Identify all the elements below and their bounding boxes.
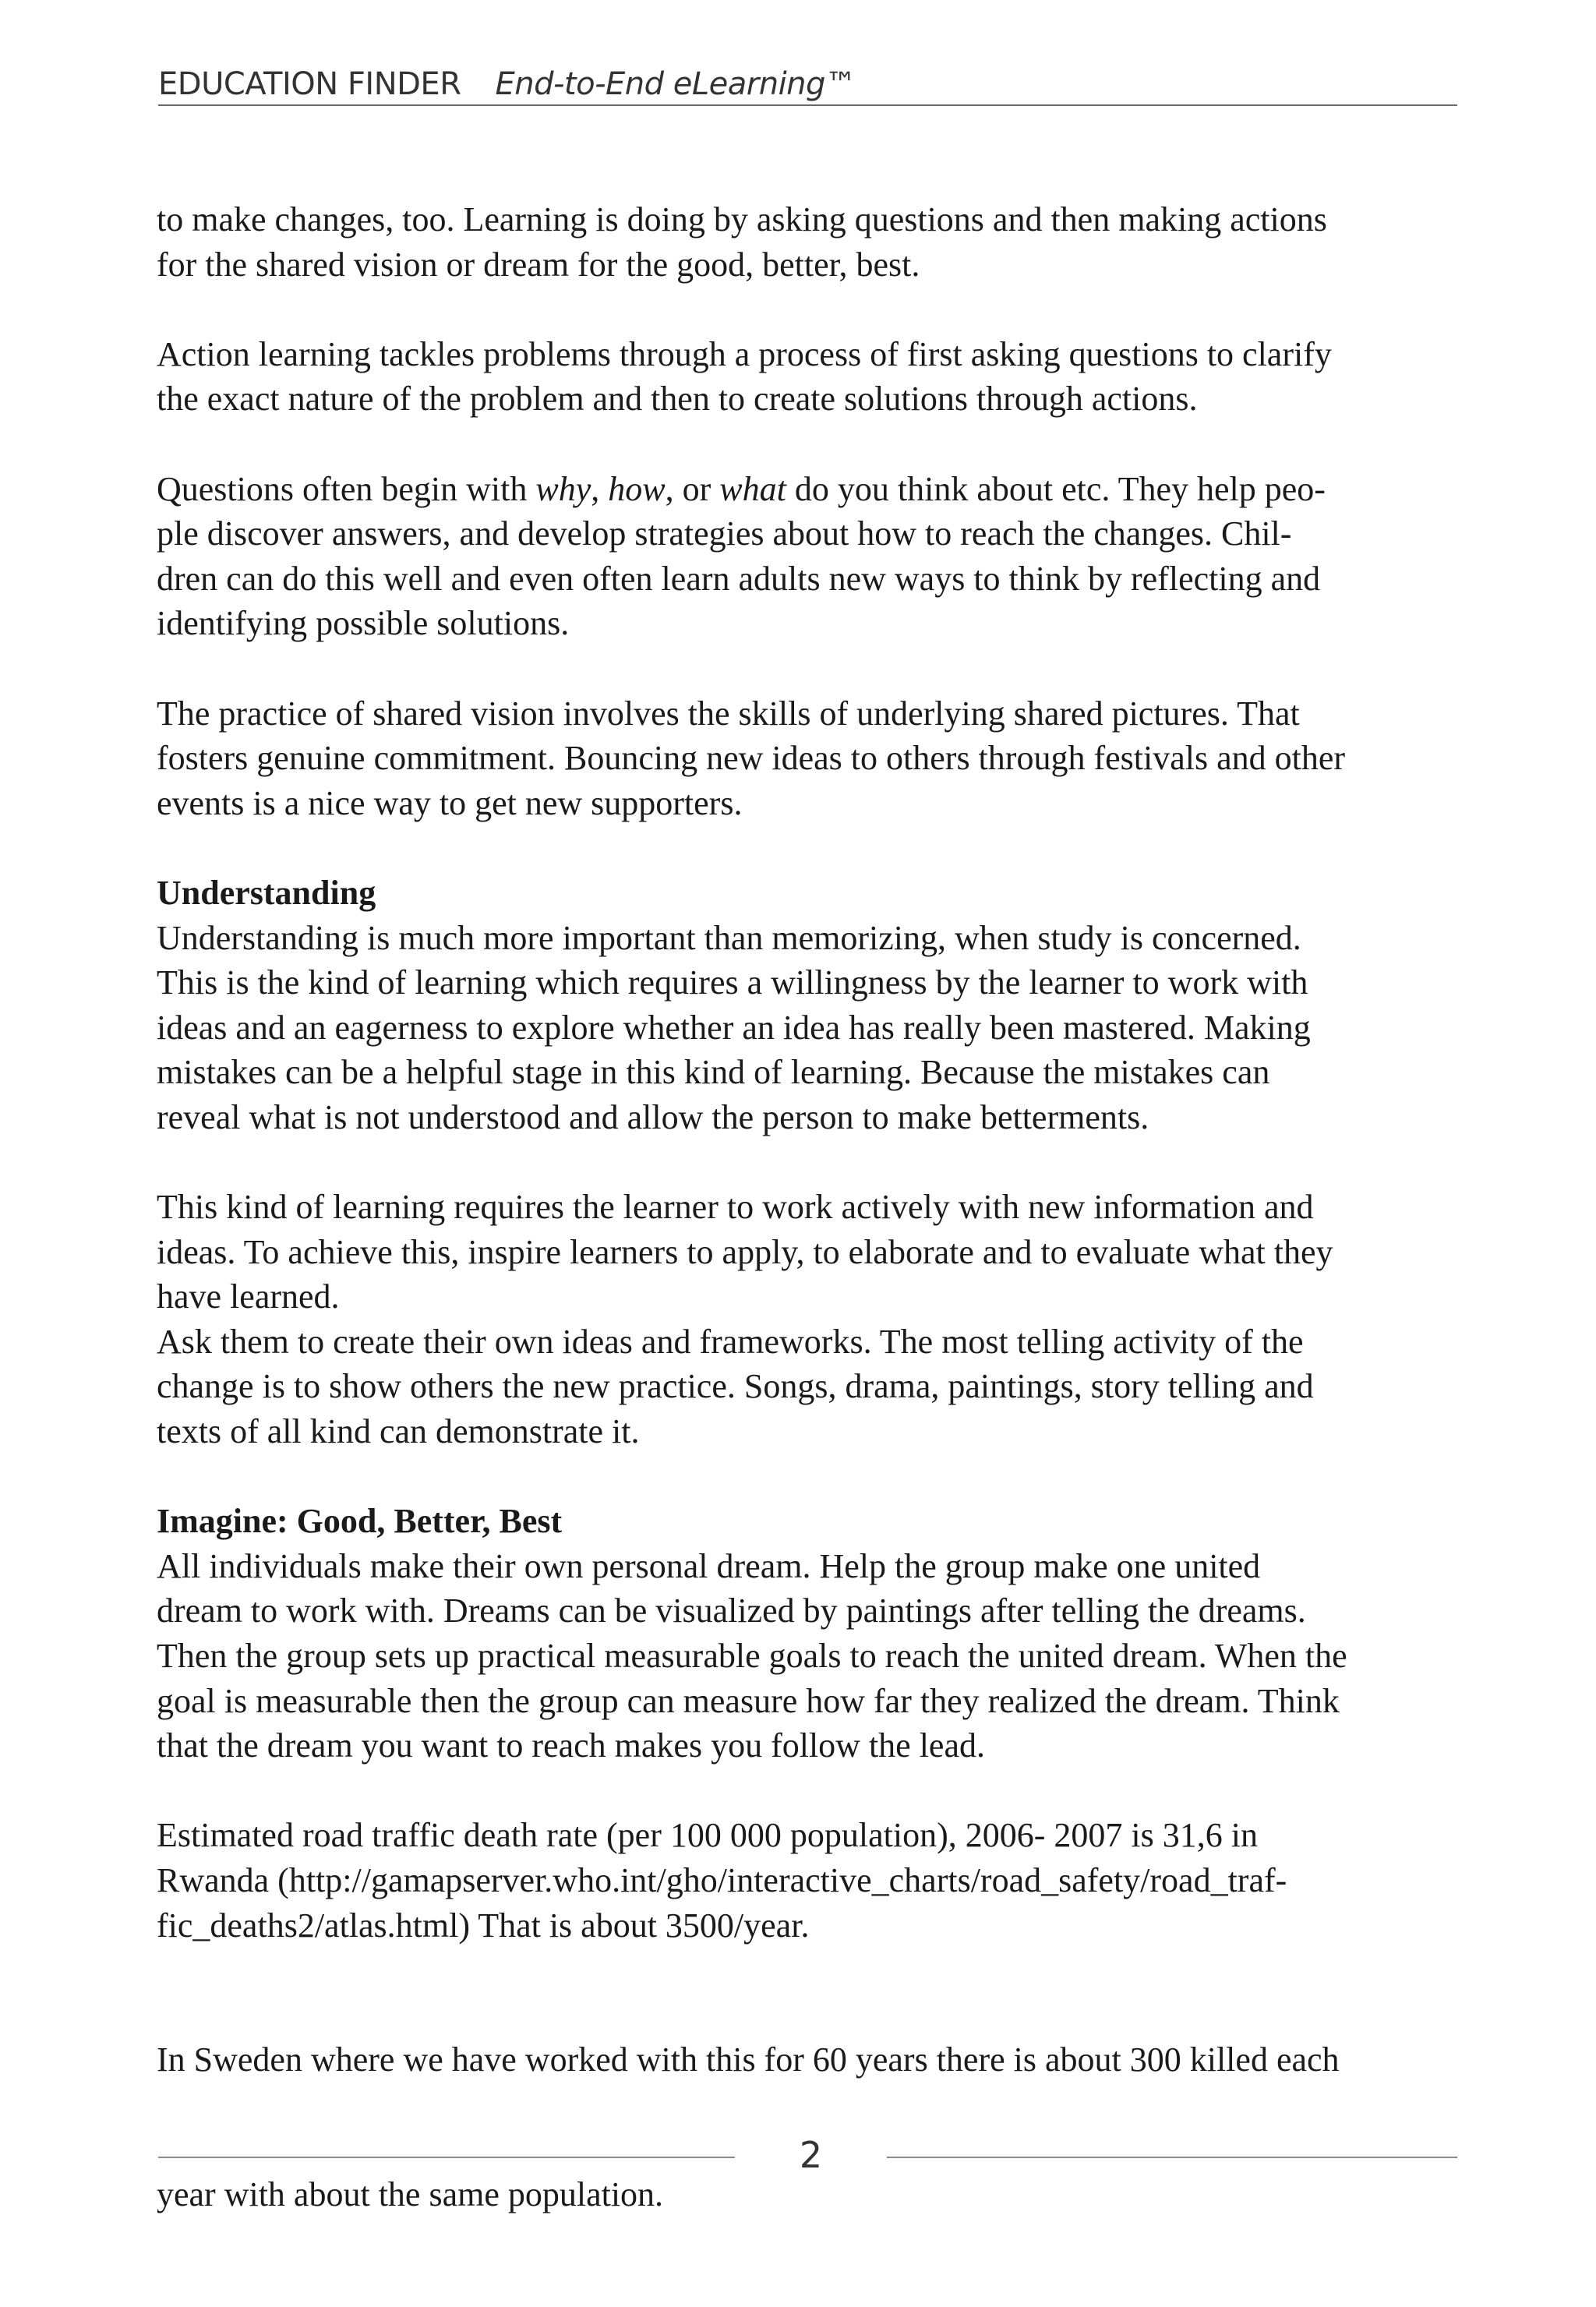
text-line: Estimated road traffic death rate (per 100 000 population), 2006- 2007 is 31,6 in bbox=[157, 1816, 1258, 1855]
paragraph bbox=[157, 1544, 1462, 1768]
text-line: goal is measurable then the group can measure how far they realized the dream. Think bbox=[157, 1681, 1340, 1720]
running-header bbox=[158, 64, 1457, 106]
paragraph bbox=[157, 332, 1462, 422]
text-line: to make changes, too. Learning is doing by asking questions and then making actions bbox=[157, 200, 1327, 238]
text-line: The practice of shared vision involves the skills of underlying shared pictures. That bbox=[157, 694, 1300, 733]
text-line: This kind of learning requires the learner to work actively with new information and bbox=[157, 1188, 1314, 1227]
text-line: texts of all kind can demonstrate it. bbox=[157, 1412, 640, 1451]
page-body bbox=[157, 197, 1462, 2307]
text-run: , bbox=[591, 469, 609, 508]
text-line: Understanding is much more important than memorizing, when study is concerned. bbox=[157, 918, 1301, 957]
paragraph bbox=[157, 467, 1462, 646]
italic-word: what bbox=[719, 469, 786, 508]
text-line: Then the group sets up practical measurable goals to reach the united dream. When the bbox=[157, 1637, 1347, 1675]
header-tagline: End-to-End eLearning™ bbox=[495, 66, 856, 102]
paragraph bbox=[157, 1948, 1462, 2307]
text-line: dren can do this well and even often learn adults new ways to think by reflecting and bbox=[157, 559, 1321, 598]
text-line: identifying possible solutions. bbox=[157, 604, 570, 643]
text-line: fic_deaths2/atlas.html) That is about 3500/year. bbox=[157, 1906, 810, 1945]
text-line: mistakes can be a helpful stage in this kind of learning. Because the mistakes can bbox=[157, 1053, 1270, 1092]
section-heading-imagine: Imagine: Good, Better, Best bbox=[157, 1502, 563, 1541]
text-run: , or bbox=[665, 469, 720, 508]
text-line: All individuals make their own personal dream. Help the group make one united bbox=[157, 1546, 1261, 1585]
italic-word: how bbox=[608, 469, 666, 508]
paragraph bbox=[157, 1185, 1462, 1320]
text-line: Ask them to create their own ideas and frameworks. The most telling activity of the bbox=[157, 1322, 1304, 1361]
text-line: for the shared vision or dream for the good, better, best. bbox=[157, 245, 920, 284]
paragraph bbox=[157, 197, 1462, 287]
header-brand: EDUCATION FINDER bbox=[158, 66, 461, 102]
text-run: do you think about etc. They help peo- bbox=[786, 469, 1326, 508]
text-line: ple discover answers, and develop strategies about how to reach the changes. Chil- bbox=[157, 514, 1292, 553]
text-line: have learned. bbox=[157, 1277, 340, 1316]
footer-rule-left bbox=[158, 2157, 735, 2158]
text-line: ideas. To achieve this, inspire learners to apply, to elaborate and to evaluate what they bbox=[157, 1232, 1333, 1271]
paragraph bbox=[157, 1813, 1462, 1948]
text-run: Questions often begin with bbox=[157, 469, 536, 508]
text-line: that the dream you want to reach makes you follow the lead. bbox=[157, 1726, 985, 1765]
page-number: 2 bbox=[799, 2134, 823, 2176]
text-line: dream to work with. Dreams can be visualized by paintings after telling the dreams. bbox=[157, 1592, 1306, 1630]
text-line: In Sweden where we have worked with this for 60 years there is about 300 killed each bbox=[157, 2040, 1340, 2079]
paragraph bbox=[157, 916, 1462, 1140]
footer-rule-right bbox=[887, 2157, 1457, 2158]
paragraph bbox=[157, 691, 1462, 826]
text-line: the exact nature of the problem and then to create solutions through actions. bbox=[157, 380, 1198, 419]
section-heading-understanding: Understanding bbox=[157, 873, 376, 912]
text-line: Rwanda (http://gamapserver.who.int/gho/interactive_charts/road_safety/road_traf- bbox=[157, 1860, 1287, 1899]
text-line bbox=[157, 467, 1462, 512]
page-footer bbox=[158, 2132, 1457, 2178]
italic-word: why bbox=[535, 469, 591, 508]
text-line: ideas and an eagerness to explore whether an idea has really been mastered. Making bbox=[157, 1008, 1311, 1047]
text-line: year with about the same population. bbox=[157, 2175, 664, 2214]
text-line: events is a nice way to get new supporters. bbox=[157, 783, 743, 822]
text-line: This is the kind of learning which requires a willingness by the learner to work with bbox=[157, 963, 1308, 1002]
text-line: reveal what is not understood and allow the person to make betterments. bbox=[157, 1097, 1149, 1136]
text-line: change is to show others the new practice. Songs, drama, paintings, story telling and bbox=[157, 1367, 1314, 1406]
paragraph bbox=[157, 1320, 1462, 1454]
text-line: Action learning tackles problems through a process of first asking questions to clarify bbox=[157, 334, 1332, 373]
text-line: fosters genuine commitment. Bouncing new ideas to others through festivals and other bbox=[157, 739, 1346, 778]
